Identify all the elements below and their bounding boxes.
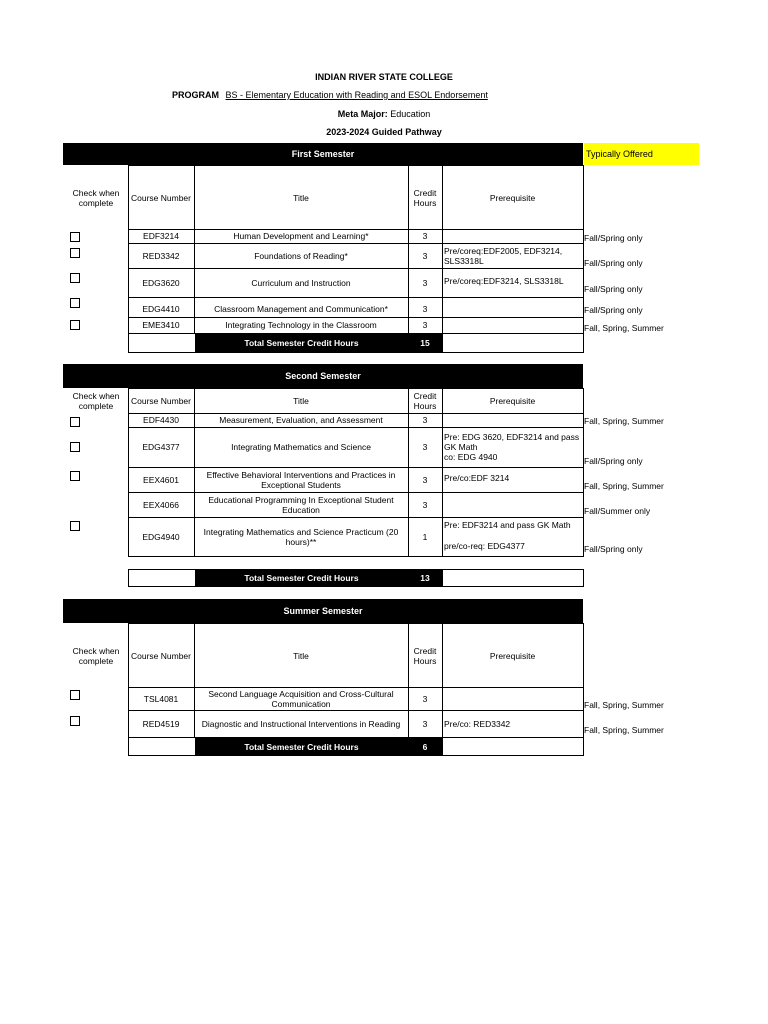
- total-credit-hours: 6: [408, 738, 442, 755]
- complete-checkbox[interactable]: [70, 298, 80, 308]
- course-number: EDG4377: [142, 442, 180, 452]
- title-column-header: Title: [293, 192, 309, 203]
- prerequisite: Pre/co:EDF 3214: [444, 473, 510, 483]
- prerequisite: Pre/co: RED3342: [444, 718, 511, 729]
- credit-hours: 3: [422, 474, 428, 485]
- total-credit-hours: 15: [408, 334, 442, 352]
- complete-checkbox[interactable]: [70, 320, 80, 330]
- meta-major: Meta Major: Education: [337, 109, 431, 119]
- typically-offered: Fall/Summer only: [584, 506, 651, 516]
- course-title: Second Language Acquisition and Cross-Cultural Communication: [208, 688, 394, 709]
- course-number: EDF3214: [143, 231, 179, 241]
- check-column-header: Check when complete: [72, 187, 120, 208]
- prereq-column-header: Prerequisite: [489, 650, 536, 661]
- complete-checkbox[interactable]: [70, 716, 80, 726]
- complete-checkbox[interactable]: [70, 248, 80, 258]
- course-title: Educational Programming In Exceptional Student Education: [208, 494, 394, 515]
- course-number: EDG4940: [142, 531, 180, 542]
- course-title: Classroom Management and Communication*: [214, 303, 388, 314]
- course-title: Integrating Technology in the Classroom: [225, 320, 377, 330]
- prerequisite: Pre: EDF3214 and pass GK Math: [444, 520, 571, 530]
- total-credit-hours: 13: [408, 570, 442, 586]
- course-number: EDG4410: [142, 303, 180, 314]
- credit-column-header: Credit Hours: [413, 645, 437, 666]
- program-value: BS - Elementary Education with Reading and ESOL Endorsement: [225, 90, 488, 100]
- typically-offered: Fall, Spring, Summer: [584, 725, 664, 735]
- program-line: [172, 90, 488, 100]
- course-title: Integrating Mathematics and Science: [231, 442, 371, 452]
- course-number: EDF4430: [143, 415, 179, 425]
- credit-column-header: Credit Hours: [413, 390, 437, 411]
- course-number: RED4519: [142, 718, 180, 729]
- course-number: EME3410: [142, 320, 180, 330]
- credit-hours: 3: [422, 231, 428, 241]
- typically-offered: Fall, Spring, Summer: [584, 700, 664, 710]
- prerequisite-coreq: pre/co-req: EDG4377: [444, 541, 525, 551]
- complete-checkbox[interactable]: [70, 471, 80, 481]
- course-title: Integrating Mathematics and Science Practicum (20 hours)**: [203, 526, 399, 547]
- credit-hours: 3: [422, 250, 428, 261]
- program-label: PROGRAM: [172, 90, 219, 100]
- credit-hours: 1: [422, 531, 428, 542]
- course-column-header: Course Number: [131, 192, 191, 203]
- total-credit-label: Total Semester Credit Hours: [195, 738, 408, 755]
- prereq-column-header: Prerequisite: [489, 192, 536, 203]
- credit-hours: 3: [422, 499, 428, 510]
- course-number: EEX4066: [143, 499, 179, 510]
- course-title: Curriculum and Instruction: [251, 277, 351, 288]
- course-title: Foundations of Reading*: [254, 250, 348, 261]
- total-credit-label: Total Semester Credit Hours: [195, 570, 408, 586]
- course-title: Measurement, Evaluation, and Assessment: [219, 415, 383, 425]
- course-number: RED3342: [142, 250, 180, 261]
- course-number: EEX4601: [143, 474, 179, 485]
- typically-offered: Fall/Spring only: [584, 258, 643, 268]
- credit-column-header: Credit Hours: [413, 187, 437, 208]
- check-column-header: Check when complete: [72, 390, 120, 411]
- course-column-header: Course Number: [131, 395, 191, 406]
- typically-offered: Fall/Spring only: [584, 456, 643, 466]
- typically-offered: Fall/Spring only: [584, 233, 643, 243]
- typically-offered: Fall/Spring only: [584, 544, 643, 554]
- credit-hours: 3: [422, 718, 428, 729]
- credit-hours: 3: [422, 303, 428, 314]
- typically-offered: Fall/Spring only: [584, 284, 643, 294]
- pathway-title: 2023-2024 Guided Pathway: [326, 127, 442, 137]
- prerequisite: Pre/coreq:EDF2005, EDF3214, SLS3318L: [444, 245, 563, 266]
- complete-checkbox[interactable]: [70, 690, 80, 700]
- complete-checkbox[interactable]: [70, 442, 80, 452]
- summer-semester-bar: Summer Semester: [63, 599, 583, 623]
- prerequisite: Pre/coreq:EDF3214, SLS3318L: [444, 276, 564, 286]
- college-name: INDIAN RIVER STATE COLLEGE: [315, 72, 453, 82]
- prerequisite: Pre: EDG 3620, EDF3214 and pass GK Math co: EDG 4940: [444, 432, 580, 462]
- typically-offered: Fall, Spring, Summer: [584, 481, 664, 491]
- complete-checkbox[interactable]: [70, 417, 80, 427]
- complete-checkbox[interactable]: [70, 521, 80, 531]
- typically-offered: Fall, Spring, Summer: [584, 416, 664, 426]
- course-number: TSL4081: [143, 693, 179, 704]
- credit-hours: 3: [422, 693, 428, 704]
- typically-offered: Fall, Spring, Summer: [584, 323, 664, 333]
- course-number: EDG3620: [142, 277, 180, 288]
- course-column-header: Course Number: [131, 650, 191, 661]
- credit-hours: 3: [422, 277, 428, 288]
- check-column-header: Check when complete: [72, 645, 120, 666]
- credit-hours: 3: [422, 442, 428, 452]
- complete-checkbox[interactable]: [70, 273, 80, 283]
- course-title: Diagnostic and Instructional Interventions in Reading: [201, 718, 401, 729]
- course-title: Effective Behavioral Interventions and Practices in Exceptional Students: [206, 469, 396, 490]
- typically-offered-header: Typically Offered: [584, 143, 699, 165]
- typically-offered: Fall/Spring only: [584, 305, 643, 315]
- second-semester-bar: Second Semester: [63, 364, 583, 388]
- credit-hours: 3: [422, 320, 428, 330]
- first-semester-bar: First Semester: [63, 143, 583, 165]
- title-column-header: Title: [293, 650, 309, 661]
- credit-hours: 3: [422, 415, 428, 425]
- prereq-column-header: Prerequisite: [489, 395, 536, 406]
- title-column-header: Title: [293, 395, 309, 406]
- course-title: Human Development and Learning*: [233, 231, 369, 241]
- complete-checkbox[interactable]: [70, 232, 80, 242]
- total-credit-label: Total Semester Credit Hours: [195, 334, 408, 352]
